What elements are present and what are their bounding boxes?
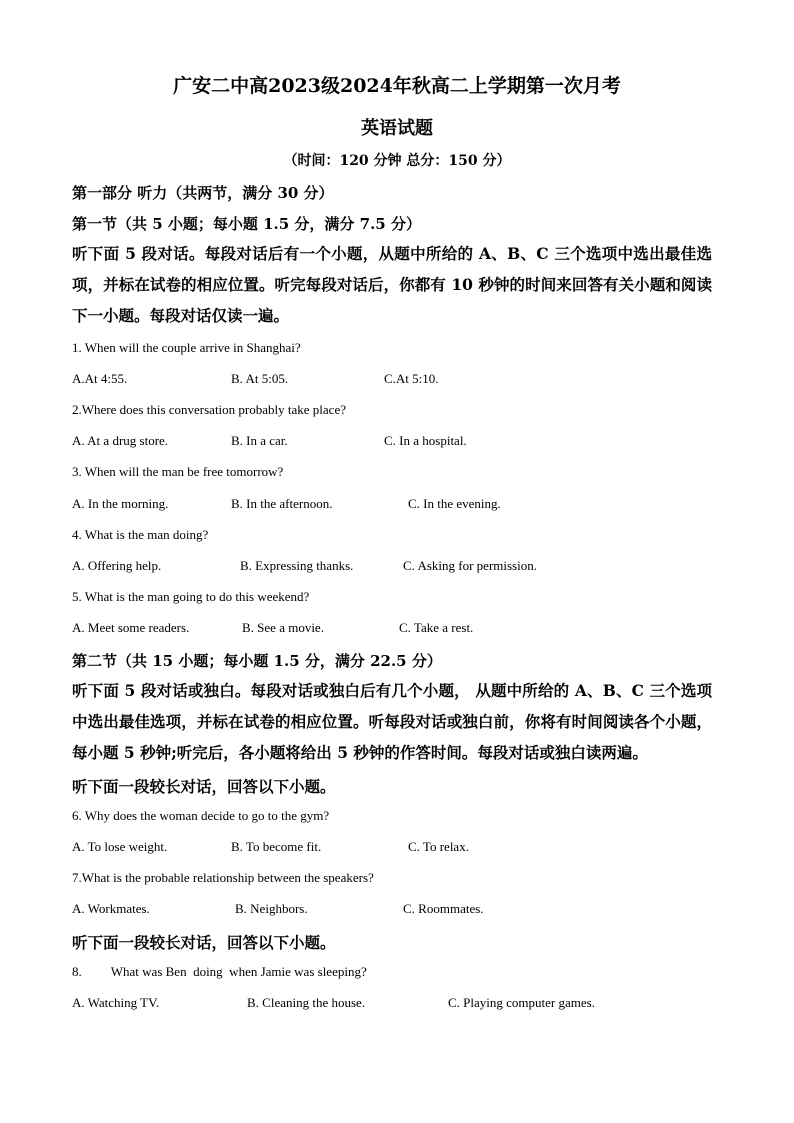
question-7-option-b: B. Neighbors.	[235, 901, 308, 916]
question-6: 6. Why does the woman decide to go to the gym?	[72, 808, 330, 823]
question-7-option-c: C. Roommates.	[403, 901, 484, 916]
question-3-option-c: C. In the evening.	[408, 496, 501, 511]
question-2-option-c: C. In a hospital.	[384, 433, 467, 448]
question-1-option-b: B. At 5:05.	[231, 371, 289, 386]
question-5: 5. What is the man going to do this weekend?	[72, 589, 310, 604]
question-8-option-a: A. Watching TV.	[72, 995, 160, 1010]
question-1-option-c: C.At 5:10.	[384, 371, 439, 386]
exam-time-score: （时间：120 分钟 总分：150 分）	[283, 153, 511, 169]
question-2-option-b: B. In a car.	[231, 433, 288, 448]
question-6-option-c: C. To relax.	[408, 839, 469, 854]
exam-subject: 英语试题	[361, 118, 433, 139]
question-4-option-c: C. Asking for permission.	[403, 558, 537, 573]
question-2: 2.Where does this conversation probably take place?	[72, 402, 346, 417]
part1-heading: 第一部分 听力（共两节，满分 30 分）	[72, 184, 334, 202]
question-7-option-a: A. Workmates.	[72, 901, 150, 916]
question-3: 3. When will the man be free tomorrow?	[72, 464, 284, 479]
exam-title: 广安二中高2023级2024年秋高二上学期第一次月考	[173, 75, 621, 97]
question-6-option-b: B. To become fit.	[231, 839, 322, 854]
question-5-option-b: B. See a movie.	[242, 620, 324, 635]
section1-instructions: 听下面 5 段对话。每段对话后有一个小题，从题中所给的 A、B、C 三个选项中选出最佳选项，并标在试卷的相应位置。听完每段对话后，你都有 10 秒钟的时间来回答有关小题和阅读下一小题。每段对话仅读一遍。	[72, 244, 712, 325]
question-8-option-c: C. Playing computer games.	[448, 995, 595, 1010]
question-1-option-a: A.At 4:55.	[72, 371, 128, 386]
question-1: 1. When will the couple arrive in Shanghai?	[72, 340, 301, 355]
dialog-note-2: 听下面一段较长对话，回答以下小题。	[72, 933, 336, 952]
question-5-option-c: C. Take a rest.	[399, 620, 474, 635]
question-8: 8. What was Ben doing when Jamie was sleeping?	[72, 964, 367, 979]
section2-heading: 第二节（共 15 小题；每小题 1.5 分，满分 22.5 分）	[72, 652, 442, 670]
question-4-option-a: A. Offering help.	[72, 558, 162, 573]
section1-heading: 第一节（共 5 小题；每小题 1.5 分，满分 7.5 分）	[72, 215, 421, 233]
question-3-option-b: B. In the afternoon.	[231, 496, 333, 511]
question-4-option-b: B. Expressing thanks.	[240, 558, 354, 573]
question-6-option-a: A. To lose weight.	[72, 839, 168, 854]
question-7: 7.What is the probable relationship between the speakers?	[72, 870, 374, 885]
question-2-option-a: A. At a drug store.	[72, 433, 169, 448]
question-4: 4. What is the man doing?	[72, 527, 209, 542]
dialog-note-1: 听下面一段较长对话，回答以下小题。	[72, 777, 336, 796]
question-8-option-b: B. Cleaning the house.	[247, 995, 366, 1010]
question-5-option-a: A. Meet some readers.	[72, 620, 190, 635]
section2-instructions: 听下面 5 段对话或独白。每段对话或独白后有几个小题， 从题中所给的 A、B、C 三个选项中选出最佳选项，并标在试卷的相应位置。听每段对话或独白前，你将有时间阅读各个小题，每小题 5 秒钟;听完后，各小题将给出 5 秒钟的作答时间。每段对话或独白读两遍。	[72, 681, 712, 762]
question-3-option-a: A. In the morning.	[72, 496, 169, 511]
